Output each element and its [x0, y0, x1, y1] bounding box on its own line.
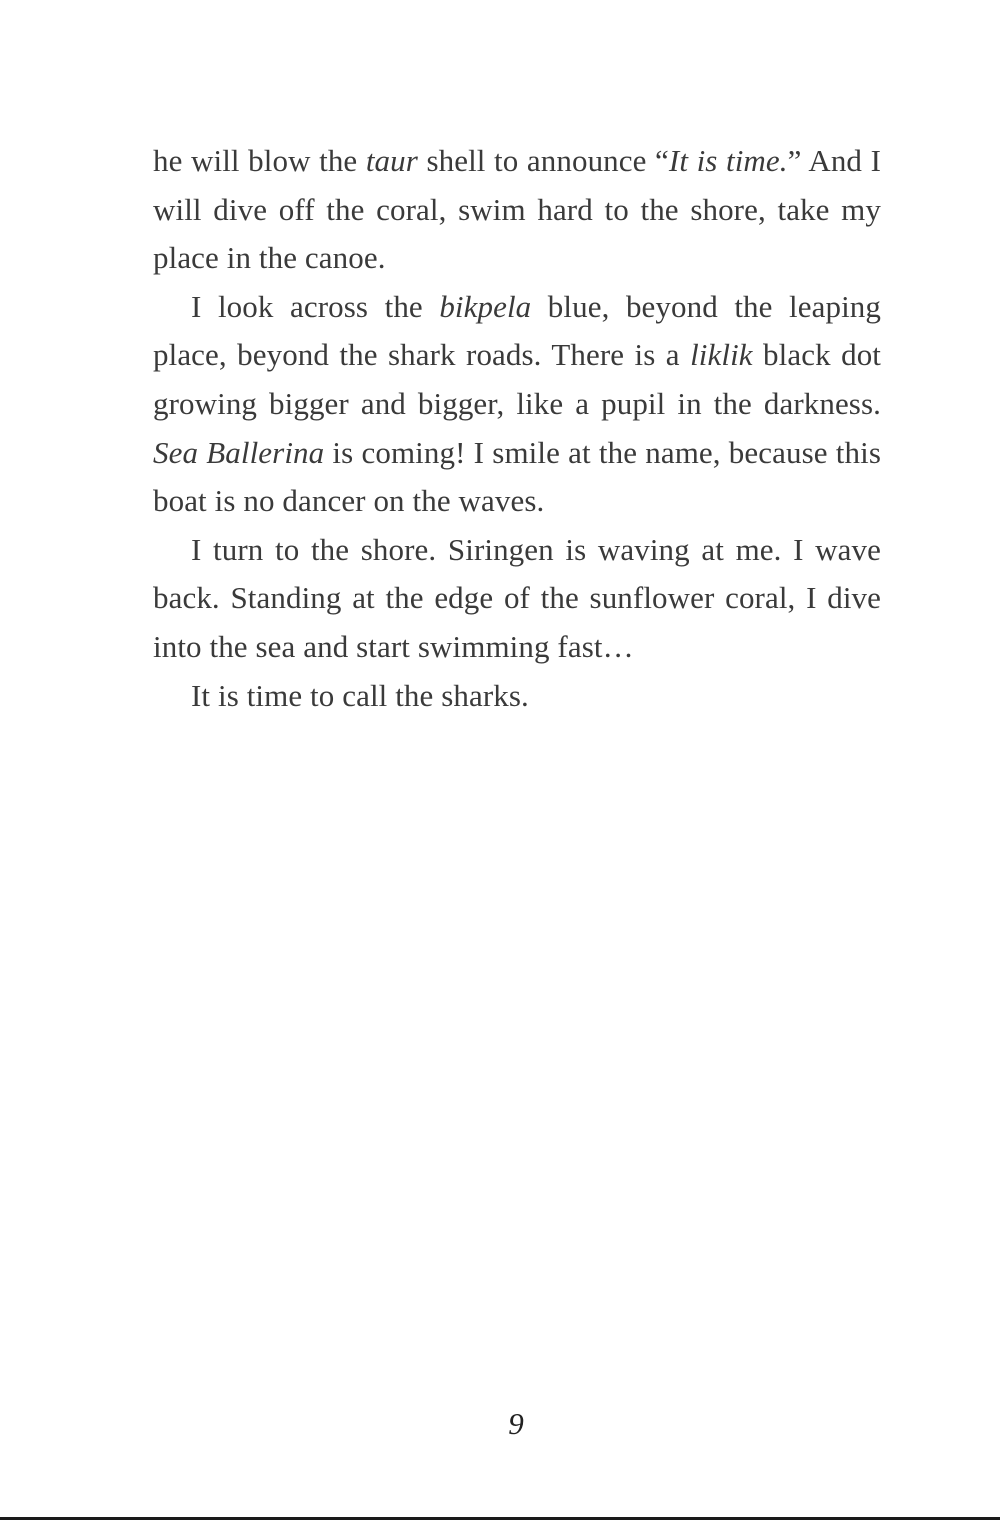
text-segment: I look across the [191, 288, 440, 324]
body-text [153, 137, 881, 720]
text-segment-italic: bikpela [439, 288, 532, 324]
text-segment-italic: liklik [690, 337, 753, 373]
text-segment: I turn to the shore. Siringen is waving at me. I wave back. Standing at the edge of the sunflower coral, I dive into the sea and start swimming fast… [153, 531, 881, 664]
page-number: 9 [508, 1406, 524, 1441]
text-segment: blue, beyond the leaping place, beyond the shark roads. There is a [153, 288, 881, 373]
text-segment-italic: taur [365, 143, 418, 178]
paragraph-3 [153, 526, 881, 672]
text-segment: ” And I will dive off the coral, swim hard to the shore, take my place in the canoe. [153, 143, 881, 276]
paragraph-1 [153, 137, 881, 283]
paragraph-2 [153, 283, 881, 526]
text-segment: It is time to call the sharks. [191, 677, 529, 713]
text-segment-italic: Sea Ballerina [153, 434, 325, 470]
text-segment: black dot growing bigger and bigger, like a pupil in the darkness. [153, 337, 882, 421]
paragraph-4 [153, 672, 881, 721]
text-segment: he will blow the [153, 143, 366, 178]
text-segment: shell to announce “ [417, 143, 669, 178]
text-segment: is coming! I smile at the name, because this boat is no dancer on the waves. [153, 434, 881, 519]
text-segment-italic: It is time. [668, 143, 788, 178]
